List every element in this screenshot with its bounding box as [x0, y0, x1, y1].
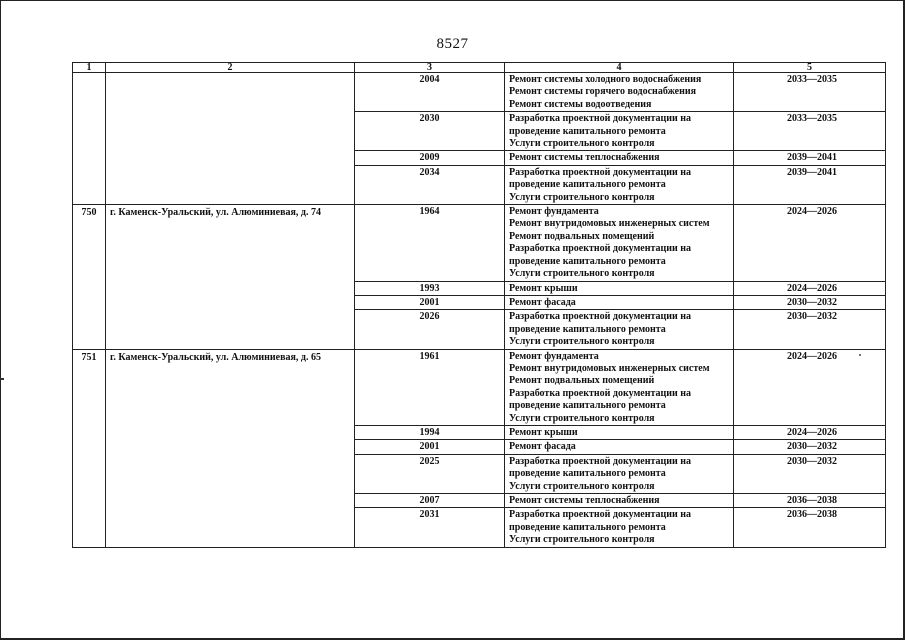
work-line: Ремонт крыши: [509, 282, 578, 294]
object-address: г. Каменск-Уральский, ул. Алюминиевая, д. 74: [106, 205, 355, 349]
object-number: 750: [73, 205, 106, 349]
work-code: 2001: [355, 295, 505, 309]
work-description: [505, 295, 734, 309]
work-line: Разработка проектной документации на: [509, 509, 692, 521]
work-code: 1994: [355, 425, 505, 439]
work-line: Услуги строительного контроля: [509, 336, 655, 348]
work-line: проведение капитального ремонта: [509, 400, 666, 412]
scan-border-left: [0, 0, 1, 640]
column-header-5: 5: [734, 63, 886, 73]
scan-border-top: [0, 0, 905, 1]
work-period: 2030—2032: [734, 295, 886, 309]
object-number: 751: [73, 349, 106, 547]
work-period: 2030—2032: [734, 310, 886, 349]
work-period: 2030—2032: [734, 454, 886, 493]
work-description: [505, 151, 734, 165]
work-description: [505, 494, 734, 508]
work-description: [505, 281, 734, 295]
scan-mark: [0, 378, 4, 380]
work-code: 2026: [355, 310, 505, 349]
work-description: [505, 310, 734, 349]
column-header-1: 1: [73, 63, 106, 73]
work-line: Услуги строительного контроля: [509, 534, 655, 546]
work-line: Услуги строительного контроля: [509, 268, 655, 280]
work-code: 1961: [355, 349, 505, 425]
work-description: [505, 454, 734, 493]
work-line: Разработка проектной документации на: [509, 166, 692, 178]
work-line: Разработка проектной документации на: [509, 113, 692, 125]
work-period: 2036—2038: [734, 508, 886, 547]
work-line: проведение капитального ремонта: [509, 125, 666, 137]
work-line: Разработка проектной документации на: [509, 387, 692, 399]
work-line: Ремонт системы холодного водоснабжения: [509, 74, 702, 85]
header-row: [73, 63, 886, 73]
column-header-3: 3: [355, 63, 505, 73]
work-line: проведение капитального ремонта: [509, 323, 666, 335]
column-header-2: 2: [106, 63, 355, 73]
work-period: 2039—2041: [734, 165, 886, 204]
work-period: 2024—2026: [734, 281, 886, 295]
work-line: Ремонт внутридомовых инженерных систем: [509, 362, 710, 374]
work-period: 2036—2038: [734, 494, 886, 508]
work-description: [505, 165, 734, 204]
work-line: Услуги строительного контроля: [509, 138, 655, 150]
work-line: проведение капитального ремонта: [509, 255, 666, 267]
work-code: 2031: [355, 508, 505, 547]
work-description: [505, 205, 734, 281]
work-line: Ремонт внутридомовых инженерных систем: [509, 218, 710, 230]
work-code: 1993: [355, 281, 505, 295]
column-header-4: 4: [505, 63, 734, 73]
work-code: 2001: [355, 440, 505, 454]
work-line: Ремонт системы теплоснабжения: [509, 495, 660, 506]
capital-repair-table: [72, 62, 886, 548]
work-description: [505, 349, 734, 425]
work-period: 2024—2026: [734, 349, 886, 425]
work-description: [505, 508, 734, 547]
work-line: Ремонт системы теплоснабжения: [509, 152, 660, 164]
table-row: [73, 73, 886, 112]
object-number: [73, 73, 106, 205]
work-line: проведение капитального ремонта: [509, 521, 666, 533]
table-row: [73, 205, 886, 281]
work-description: [505, 440, 734, 454]
work-line: Ремонт системы водоотведения: [509, 98, 652, 110]
work-code: 2034: [355, 165, 505, 204]
work-code: 2007: [355, 494, 505, 508]
work-line: Ремонт фасада: [509, 296, 576, 308]
work-description: [505, 425, 734, 439]
page-number: 8527: [436, 36, 469, 52]
work-line: Услуги строительного контроля: [509, 191, 655, 203]
work-line: Ремонт фасада: [509, 441, 576, 453]
work-line: Услуги строительного контроля: [509, 412, 655, 424]
work-code: 1964: [355, 205, 505, 281]
work-code: 2030: [355, 112, 505, 151]
work-line: Ремонт подвальных помещений: [509, 230, 655, 242]
work-code: 2025: [355, 454, 505, 493]
work-period: 2039—2041: [734, 151, 886, 165]
work-line: Услуги строительного контроля: [509, 480, 655, 492]
table-row: [73, 349, 886, 425]
work-line: проведение капитального ремонта: [509, 468, 666, 480]
object-address: г. Каменск-Уральский, ул. Алюминиевая, д. 65: [106, 349, 355, 547]
work-period: 2033—2035: [734, 112, 886, 151]
work-period: 2033—2035: [734, 73, 886, 112]
work-code: 2009: [355, 151, 505, 165]
work-line: Разработка проектной документации на: [509, 311, 692, 323]
work-period: 2030—2032: [734, 440, 886, 454]
work-description: [505, 73, 734, 112]
work-line: Разработка проектной документации на: [509, 243, 692, 255]
work-line: Ремонт фундамента: [509, 350, 599, 362]
table-body: [73, 63, 886, 548]
work-period: 2024—2026: [734, 425, 886, 439]
work-period: 2024—2026: [734, 205, 886, 281]
object-address: [106, 73, 355, 205]
work-line: Ремонт подвальных помещений: [509, 375, 655, 387]
work-line: проведение капитального ремонта: [509, 179, 666, 191]
work-line: Разработка проектной документации на: [509, 455, 692, 467]
work-code: 2004: [355, 73, 505, 112]
work-description: [505, 112, 734, 151]
work-line: Ремонт крыши: [509, 426, 578, 438]
work-line: Ремонт фундамента: [509, 206, 599, 218]
work-line: Ремонт системы горячего водоснабжения: [509, 86, 697, 98]
